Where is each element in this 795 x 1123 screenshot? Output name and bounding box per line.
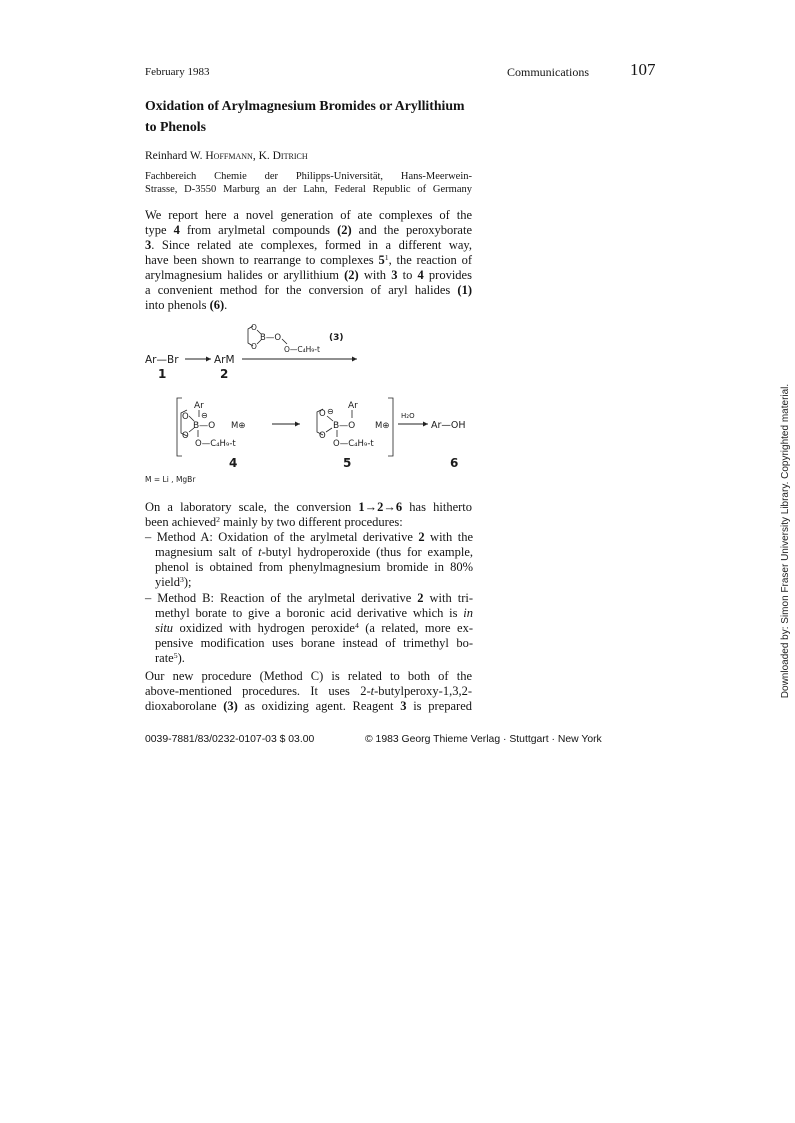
text-line bbox=[145, 184, 472, 197]
text-line bbox=[145, 238, 472, 253]
reference-superscript: 3 bbox=[180, 575, 184, 585]
text-run: from arylmetal compounds bbox=[179, 223, 338, 237]
text-line bbox=[145, 530, 473, 545]
text-run: been achieved bbox=[145, 515, 217, 529]
text-run: -butylperoxy-1,3,2- bbox=[374, 684, 472, 698]
text-line bbox=[155, 560, 473, 575]
text-run: – Method B: Reaction of the arylmetal derivative bbox=[145, 591, 418, 605]
text-run: Oxidation of Arylmagnesium Bromides or Aryllithium bbox=[145, 98, 465, 113]
text-line bbox=[145, 669, 472, 684]
text-run: phenol is obtained from phenylmagnesium bromide in 80% bbox=[155, 560, 473, 574]
text-run: has hitherto bbox=[402, 500, 473, 514]
text-run: . Since related ate complexes, formed in a different way, bbox=[151, 238, 472, 252]
italic-text: t bbox=[370, 684, 375, 698]
intro-paragraph bbox=[145, 500, 472, 530]
bold-compound-ref: 4 bbox=[417, 268, 424, 282]
complex-5-structure bbox=[317, 401, 389, 449]
text-line bbox=[155, 606, 473, 621]
bold-compound-ref: (2) bbox=[337, 223, 352, 237]
text-line bbox=[145, 116, 485, 137]
aryl-bromide-label: Ar—Br bbox=[145, 354, 179, 366]
abstract-paragraph bbox=[145, 208, 472, 313]
text-line bbox=[155, 636, 473, 651]
bold-compound-ref: 2 bbox=[377, 500, 384, 514]
text-line bbox=[145, 268, 472, 283]
ring-oxygen-bottom-label: O bbox=[182, 431, 189, 441]
download-watermark: Downloaded by: Simon Fraser University Library. Copyrighted material. bbox=[780, 383, 791, 699]
ring-oxygen-top-label: O bbox=[251, 323, 257, 332]
text-run: Strasse, D-3550 Marburg an der Lahn, Federal Republic of Germany bbox=[145, 183, 472, 195]
bold-compound-ref: (6) bbox=[209, 298, 225, 312]
text-run: On a laboratory scale, the conversion bbox=[145, 500, 359, 514]
text-run: into phenols bbox=[145, 298, 210, 312]
text-run: magnesium salt of bbox=[155, 545, 259, 559]
text-run: is prepared bbox=[406, 699, 472, 713]
reference-superscript: 5 bbox=[173, 651, 178, 661]
running-header-date: February 1983 bbox=[145, 66, 210, 78]
text-line bbox=[145, 223, 472, 238]
boron-oxygen-label: B—O bbox=[333, 421, 356, 431]
text-run: -butyl hydroperoxide (thus for example, bbox=[261, 545, 473, 559]
tert-butoxy-label: O—C₄H₉-t bbox=[284, 345, 320, 354]
method-a-item bbox=[145, 530, 473, 590]
small-caps-name: Ditrich bbox=[272, 150, 308, 162]
bold-compound-ref: 3 bbox=[391, 268, 398, 282]
bold-compound-ref: 2 bbox=[417, 591, 424, 605]
bold-compound-ref: (3) bbox=[223, 699, 238, 713]
peroxide-bond bbox=[282, 339, 287, 344]
bold-compound-ref: (2) bbox=[344, 268, 359, 282]
text-run: mainly by two different procedures: bbox=[220, 515, 403, 529]
text-run: as oxidizing agent. Reagent bbox=[237, 699, 401, 713]
compound-number-5: 5 bbox=[343, 456, 352, 470]
text-run: with the bbox=[424, 530, 473, 544]
text-run: – Method A: Oxidation of the arylmetal derivative bbox=[145, 530, 419, 544]
text-line bbox=[145, 591, 473, 606]
phenol-label: Ar—OH bbox=[431, 420, 466, 431]
compound-number-4: 4 bbox=[229, 456, 238, 470]
text-run: to bbox=[397, 268, 418, 282]
page-number: 107 bbox=[630, 60, 656, 79]
metal-definition-note: M = Li , MgBr bbox=[145, 475, 196, 484]
text-run: ). bbox=[177, 651, 185, 665]
text-run: → bbox=[364, 500, 378, 514]
bold-compound-ref: 2 bbox=[418, 530, 425, 544]
tert-butoxy-label: O—C₄H₉-t bbox=[195, 439, 236, 449]
boron-oxygen-label: B—O bbox=[193, 421, 216, 431]
reaction-scheme bbox=[130, 318, 480, 488]
bold-compound-ref: (1) bbox=[457, 283, 472, 297]
affiliation bbox=[145, 171, 472, 196]
text-line bbox=[145, 500, 472, 515]
text-run: dioxaborolane bbox=[145, 699, 224, 713]
aryl-group-label: Ar bbox=[348, 401, 358, 411]
text-line bbox=[155, 651, 473, 666]
text-line bbox=[145, 253, 472, 268]
reagent-3-structure bbox=[248, 323, 344, 354]
text-run: We report here a novel generation of ate complexes of the bbox=[145, 208, 472, 222]
text-run: Our new procedure (Method C) is related to both of the bbox=[145, 669, 472, 683]
text-run: , the reaction of bbox=[388, 253, 473, 267]
issn-price-line: 0039-7881/83/0232-0107-03 $ 03.00 bbox=[145, 734, 315, 745]
method-c-paragraph bbox=[145, 669, 472, 714]
text-line bbox=[145, 684, 472, 699]
bold-compound-ref: 3 bbox=[400, 699, 407, 713]
metal-cation-label: M⊕ bbox=[231, 421, 246, 431]
text-line bbox=[145, 149, 472, 163]
negative-charge-icon: ⊖ bbox=[327, 407, 334, 416]
running-header-section: Communications bbox=[507, 65, 589, 79]
text-run: have been shown to rearrange to complexes bbox=[145, 253, 379, 267]
publisher-copyright: © 1983 Georg Thieme Verlag · Stuttgart · New York bbox=[365, 734, 602, 745]
water-reagent-label: H₂O bbox=[401, 412, 415, 420]
ring-oxygen-top-label: O bbox=[319, 409, 326, 419]
text-line bbox=[145, 208, 472, 223]
text-run: pensive modification uses borane instead of trimethyl bo- bbox=[155, 636, 473, 650]
italic-text: t bbox=[258, 545, 262, 559]
text-run: oxidized with hydrogen peroxide bbox=[173, 621, 355, 635]
bold-compound-ref: 6 bbox=[395, 500, 403, 514]
method-b-item bbox=[145, 591, 473, 666]
text-line bbox=[145, 515, 472, 530]
text-line bbox=[145, 283, 472, 298]
text-run: Reinhard W. bbox=[145, 150, 206, 162]
metal-cation-label: M⊕ bbox=[375, 421, 390, 431]
author-line bbox=[145, 149, 472, 163]
text-line bbox=[155, 575, 473, 590]
boron-oxygen-label: B—O bbox=[260, 333, 282, 343]
compound-number-1: 1 bbox=[158, 367, 167, 381]
ring-oxygen-bottom-label: O bbox=[319, 431, 326, 441]
aryl-group-label: Ar bbox=[194, 401, 204, 411]
text-run: → bbox=[383, 500, 396, 514]
text-run: . bbox=[224, 298, 228, 312]
text-run: a convenient method for the conversion of aryl halides bbox=[145, 283, 458, 297]
text-run: and the peroxyborate bbox=[351, 223, 472, 237]
text-run: with tri- bbox=[423, 591, 473, 605]
arylmetal-label: ArM bbox=[214, 354, 235, 366]
text-run: with bbox=[358, 268, 392, 282]
compound-number-2: 2 bbox=[220, 367, 229, 381]
text-line bbox=[155, 545, 473, 560]
text-run: type bbox=[145, 223, 174, 237]
text-run: (a related, more ex- bbox=[358, 621, 473, 635]
text-line bbox=[145, 171, 472, 184]
bold-compound-ref: 3 bbox=[145, 238, 152, 252]
text-run: above-mentioned procedures. It uses 2- bbox=[145, 684, 371, 698]
text-line bbox=[155, 621, 473, 636]
reagent-3-number: (3) bbox=[329, 333, 344, 343]
text-run: rate bbox=[155, 651, 174, 665]
tert-butoxy-label: O—C₄H₉-t bbox=[333, 439, 374, 449]
bold-compound-ref: 5 bbox=[378, 253, 385, 267]
text-run: Fachbereich Chemie der Philipps-Universität, Hans-Meerwein- bbox=[145, 171, 472, 182]
text-run: ); bbox=[183, 575, 192, 589]
text-line bbox=[145, 298, 472, 313]
small-caps-name: Hoffmann bbox=[205, 150, 253, 162]
complex-4-structure bbox=[181, 401, 245, 449]
text-line bbox=[145, 699, 472, 714]
article-title bbox=[145, 95, 485, 137]
italic-text: in bbox=[463, 606, 473, 620]
ring-oxygen-bottom-label: O bbox=[251, 342, 257, 351]
negative-charge-icon: ⊖ bbox=[201, 411, 208, 420]
bold-compound-ref: 4 bbox=[173, 223, 180, 237]
bold-compound-ref: 1 bbox=[358, 500, 365, 514]
italic-text: situ bbox=[155, 621, 174, 635]
text-run: yield bbox=[155, 575, 180, 589]
text-run: arylmagnesium halides or aryllithium bbox=[145, 268, 345, 282]
text-run: , K. bbox=[252, 150, 273, 162]
ring-oxygen-top-label: O bbox=[182, 412, 189, 422]
o-b-bond bbox=[326, 428, 332, 432]
compound-number-6: 6 bbox=[450, 456, 459, 470]
text-run: to Phenols bbox=[145, 119, 206, 134]
reference-superscript: 2 bbox=[216, 515, 221, 525]
text-line bbox=[145, 95, 485, 116]
reference-superscript: 4 bbox=[354, 621, 359, 631]
reference-superscript: 1 bbox=[384, 253, 389, 263]
text-run: provides bbox=[423, 268, 472, 282]
text-run: methyl borate to give a boronic acid derivative which is bbox=[155, 606, 464, 620]
